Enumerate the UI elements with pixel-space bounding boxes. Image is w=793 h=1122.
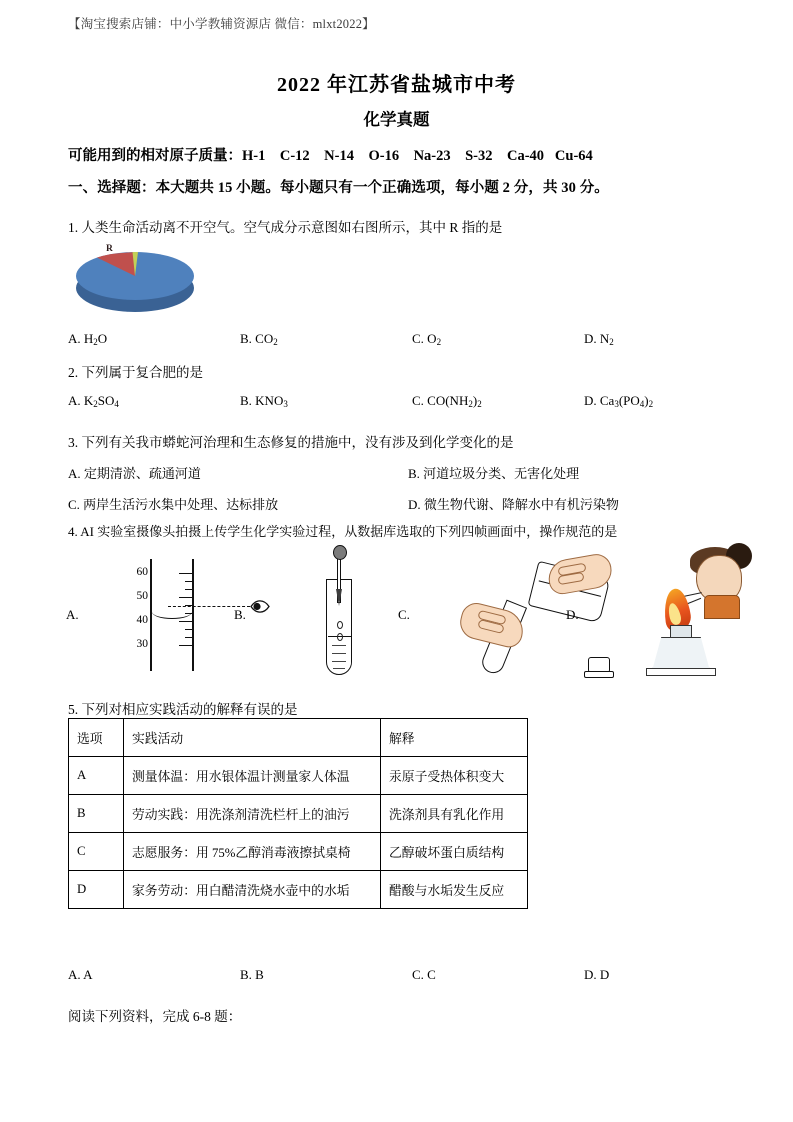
question-5-stem: 5. 下列对相应实践活动的解释有误的是	[68, 702, 298, 717]
atomic-mass-line: 可能用到的相对原子质量：H-1 C-12 N-14 O-16 Na-23 S-32 Ca-40 Cu-64	[68, 148, 593, 164]
question-3-options-row-1	[68, 463, 758, 482]
option-a[interactable]: A. 定期清淤、疏通河道	[68, 466, 201, 481]
option-c[interactable]: C. 两岸生活污水集中处理、达标排放	[68, 497, 279, 512]
table-row	[69, 833, 528, 871]
cell-activity: 志愿服务：用 75%乙醇消毒液擦拭桌椅	[124, 833, 381, 871]
option-c[interactable]: C. C	[412, 967, 436, 982]
figure-label-c[interactable]: C.	[398, 607, 410, 622]
dropper-tip	[336, 589, 342, 606]
page-title: 2022 年江苏省盐城市中考	[277, 74, 516, 96]
header-activity: 实践活动	[124, 719, 381, 757]
cell-explanation: 醋酸与水垢发生反应	[381, 871, 528, 909]
student-body	[704, 595, 740, 619]
tick-major	[179, 573, 192, 574]
cell-explanation: 洗涤剂具有乳化作用	[381, 795, 528, 833]
liquid-drop	[337, 621, 343, 629]
tick-minor	[185, 581, 192, 582]
cell-activity: 测量体温：用水银体温计测量家人体温	[124, 757, 381, 795]
practice-activity-table	[68, 718, 528, 909]
pouring-liquid-icon	[460, 551, 630, 689]
dropper-bulb	[333, 545, 347, 560]
blowing-alcohol-lamp-icon	[634, 545, 766, 691]
question-5-options	[68, 967, 758, 983]
option-b[interactable]: B. $CO_2$	[240, 331, 278, 347]
liquid-meniscus	[152, 605, 192, 619]
header-explanation: 解释	[381, 719, 528, 757]
cell-explanation: 乙醇破坏蛋白质结构	[381, 833, 528, 871]
tick-minor	[185, 637, 192, 638]
scale-label-40: 40	[136, 614, 148, 626]
option-b[interactable]: B. $KNO_3$	[240, 393, 288, 409]
pie-slice-label-r: R	[106, 244, 113, 254]
tick-major	[179, 621, 192, 622]
pie-slice-r	[76, 252, 135, 276]
option-d[interactable]: D. $N_2$	[584, 331, 614, 347]
air-composition-pie-chart	[72, 238, 200, 316]
question-1-options	[68, 331, 758, 347]
figure-label-a[interactable]: A.	[66, 607, 79, 622]
figure-label-b[interactable]: B.	[234, 607, 246, 622]
scale-label-50: 50	[136, 590, 148, 602]
graduated-cylinder-icon	[136, 559, 194, 671]
cylinder-wall-left	[150, 559, 152, 671]
cell-option: B	[69, 795, 124, 833]
cell-activity: 家务劳动：用白醋清洗烧水壶中的水垢	[124, 871, 381, 909]
table-row	[69, 795, 528, 833]
option-d[interactable]: D. $Ca_3(PO_4)_2$	[584, 393, 654, 409]
question-4-stem: 4. AI 实验室摄像头拍摄上传学生化学实验过程，从数据库选取的下列四帧画面中，操作规范的是	[68, 524, 618, 539]
tick-major	[179, 597, 192, 598]
alcohol-lamp-body	[652, 637, 710, 671]
tick-minor	[185, 589, 192, 590]
option-b[interactable]: B. B	[240, 967, 264, 982]
cell-explanation: 汞原子受热体积变大	[381, 757, 528, 795]
option-d[interactable]: D. 微生物代谢、降解水中有机污染物	[408, 497, 619, 512]
question-2-stem: 2. 下列属于复合肥的是	[68, 365, 203, 380]
question-2-options	[68, 393, 758, 409]
header-option: 选项	[69, 719, 124, 757]
eye-icon	[250, 598, 270, 615]
cell-activity: 劳动实践：用洗涤剂清洗栏杆上的油污	[124, 795, 381, 833]
table-row	[69, 757, 528, 795]
cylinder-wall-right	[192, 559, 194, 671]
tube-liquid	[328, 636, 351, 673]
option-d[interactable]: D. D	[584, 967, 610, 982]
cell-option: A	[69, 757, 124, 795]
test-tube-with-dropper-icon	[326, 551, 354, 679]
section-one-header: 一、选择题：本大题共 15 小题。每小题只有一个正确选项，每小题 2 分，共 30 分。	[68, 180, 609, 196]
question-1-stem: 1. 人类生命活动离不开空气。空气成分示意图如右图所示，其中 R 指的是	[68, 220, 503, 235]
figure-label-d[interactable]: D.	[566, 607, 579, 622]
liquid-drop	[337, 633, 343, 641]
option-a[interactable]: A. $K_2SO_4$	[68, 393, 119, 409]
table-header-row	[69, 719, 528, 757]
option-c[interactable]: C. $O_2$	[412, 331, 442, 347]
question-4-figures	[62, 543, 762, 691]
option-a[interactable]: A. A	[68, 967, 93, 982]
option-b[interactable]: B. 河道垃圾分类、无害化处理	[408, 466, 580, 481]
tick-major	[179, 645, 192, 646]
cell-option: D	[69, 871, 124, 909]
alcohol-lamp-base	[646, 668, 716, 676]
scale-label-60: 60	[136, 566, 148, 578]
tick-minor	[185, 629, 192, 630]
scale-label-30: 30	[136, 638, 148, 650]
cell-option: C	[69, 833, 124, 871]
option-c[interactable]: C. $CO(NH_2)_2$	[412, 393, 482, 409]
question-3-stem: 3. 下列有关我市蟒蛇河治理和生态修复的措施中，没有涉及到化学变化的是	[68, 435, 514, 450]
stopper-base	[584, 671, 614, 678]
question-3-options-row-2	[68, 494, 758, 513]
table-row	[69, 871, 528, 909]
reading-prompt: 阅读下列资料，完成 6-8 题：	[68, 1009, 242, 1024]
option-a[interactable]: A. $H_2O$	[68, 331, 108, 347]
pie-3d-top	[76, 252, 194, 300]
page-subtitle: 化学真题	[363, 110, 430, 129]
watermark-text: 【淘宝搜索店铺：中小学教辅资源店 微信：mlxt2022】	[68, 17, 375, 31]
